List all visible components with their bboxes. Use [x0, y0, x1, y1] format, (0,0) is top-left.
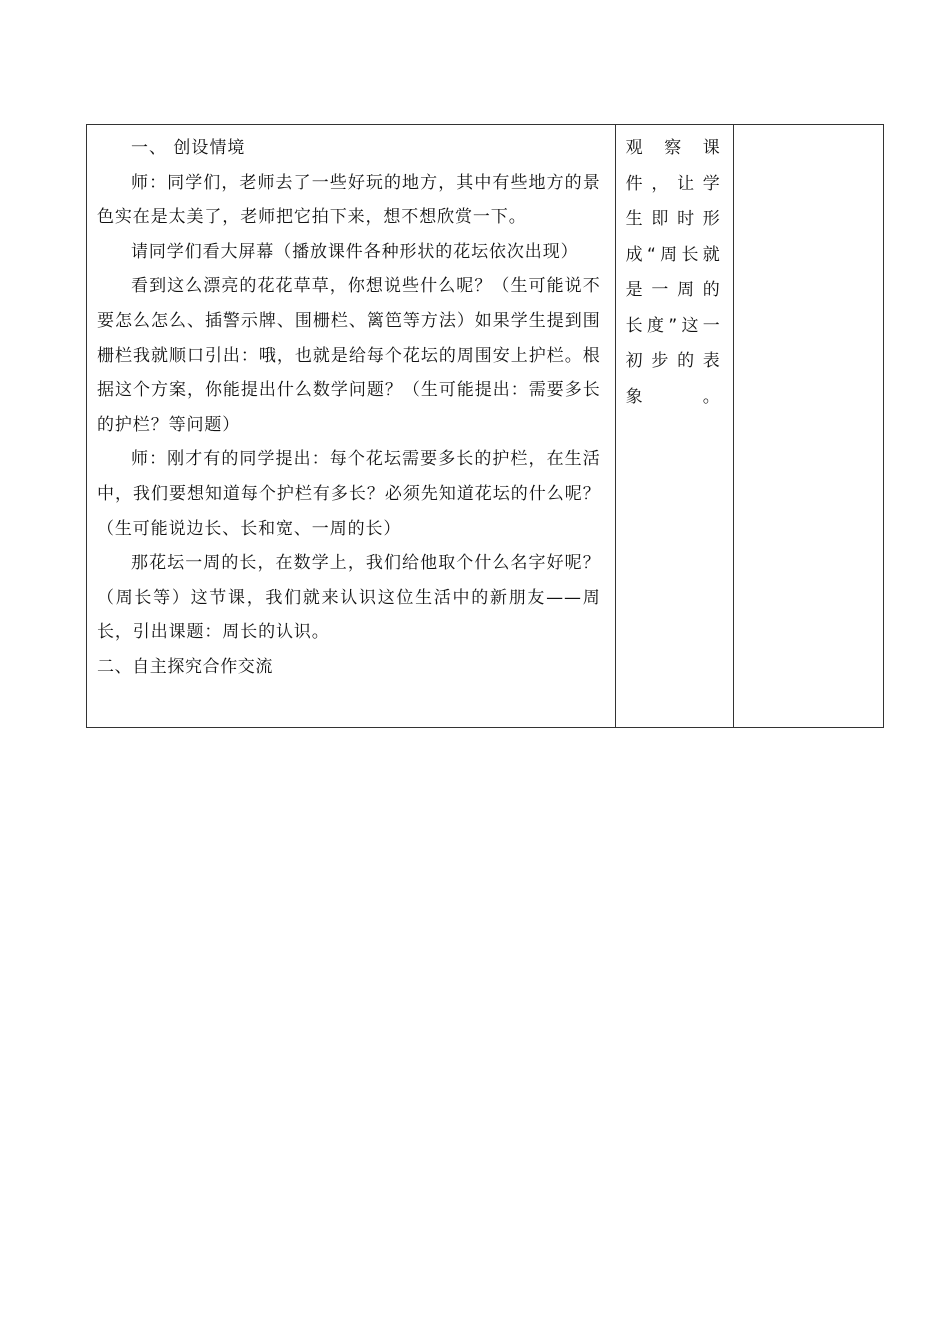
section-heading-1: 一、 创设情境: [131, 138, 246, 158]
teaching-process-cell: [87, 125, 616, 728]
empty-column-cell: [733, 125, 883, 728]
design-intent-text: 观察课件，让学生即时形成“周长就是一周的长度”这一初步的表象。: [625, 138, 723, 407]
lesson-row: [87, 125, 884, 728]
design-intent-cell: [615, 125, 733, 728]
lesson-plan-table: [86, 124, 884, 728]
paragraph-1: 师：同学们，老师去了一些好玩的地方，其中有些地方的景色实在是太美了，老师把它拍下来，想不想欣赏一下。: [97, 172, 601, 228]
paragraph-4: 师：刚才有的同学提出：每个花坛需要多长的护栏，在生活中，我们要想知道每个护栏有多长？必须先知道花坛的什么呢？（生可能说边长、长和宽、一周的长）: [97, 449, 601, 539]
paragraph-2: 请同学们看大屏幕（播放课件各种形状的花坛依次出现）: [131, 241, 579, 262]
paragraph-5: 那花坛一周的长，在数学上，我们给他取个什么名字好呢？（周长等）这节课，我们就来认识这位生活中的新朋友——周长，引出课题：周长的认识。: [97, 553, 601, 643]
section-heading-2: 二、自主探究合作交流: [97, 656, 273, 677]
paragraph-3: 看到这么漂亮的花花草草，你想说些什么呢？（生可能说不要怎么怎么、插警示牌、围栅栏、篱笆等方法）如果学生提到围栅栏我就顺口引出：哦，也就是给每个花坛的周围安上护栏。根据这个方案，你能提出什么数学问题？（生可能提出：需要多长的护栏？等问题）: [97, 276, 601, 435]
